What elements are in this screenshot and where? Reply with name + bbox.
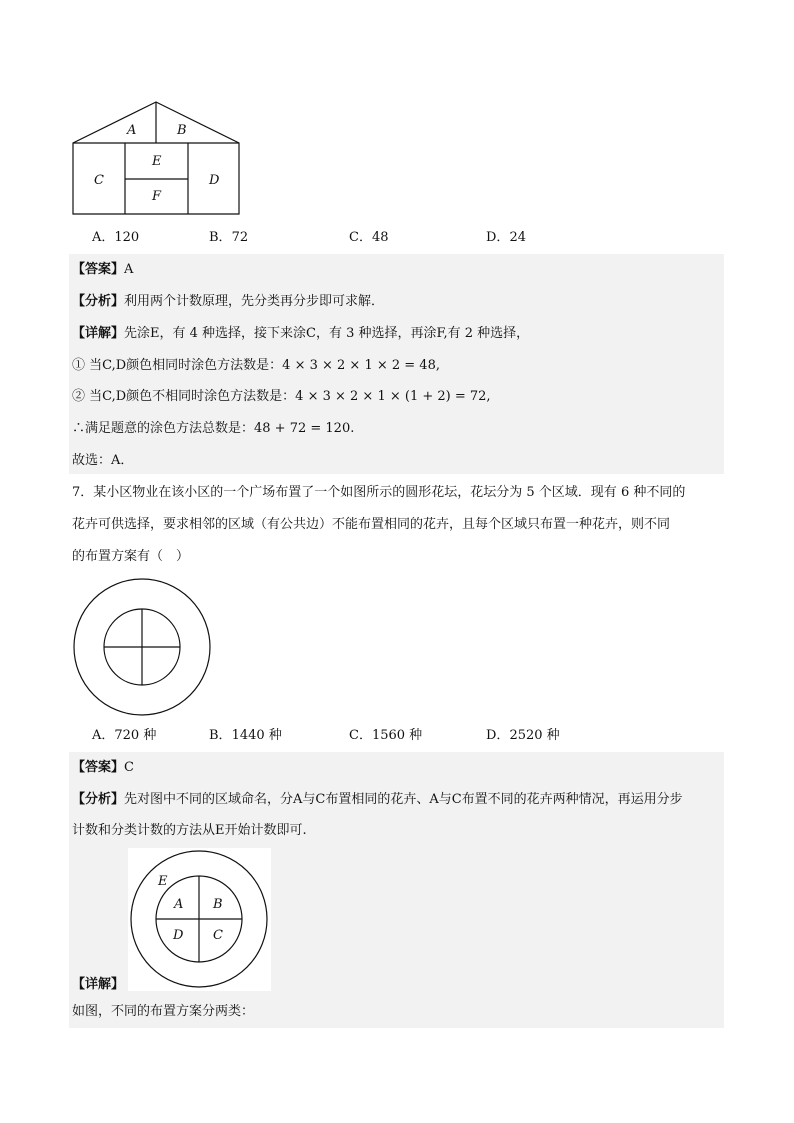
answer-value: C xyxy=(124,760,134,775)
option-key: A． xyxy=(92,230,115,245)
region-label-f: F xyxy=(152,189,162,204)
region-label-c: C xyxy=(213,928,223,943)
option-value: 2520 种 xyxy=(509,728,560,743)
region-label-d: D xyxy=(173,928,184,943)
analysis-tag: 【分析】 xyxy=(72,294,125,309)
region-label-d: D xyxy=(209,173,220,188)
q7-flowerbed-figure xyxy=(71,576,213,718)
q6-option-b xyxy=(209,228,248,248)
region-label-a: A xyxy=(127,123,137,138)
q7-option-c xyxy=(349,726,422,746)
q6-option-c xyxy=(349,228,389,248)
q6-answer xyxy=(72,260,133,280)
q7-stem-line-2: 花卉可供选择，要求相邻的区域（有公共边）不能布置相同的花卉，且每个区域只布置一种花卉，则不同 xyxy=(72,517,671,532)
q6-case-2: ② 当C,D颜色不相同时涂色方法数是：4 × 3 × 2 × 1 × (1 + 2) = 72, xyxy=(72,389,491,404)
option-key: D． xyxy=(486,728,510,743)
q7-option-a xyxy=(92,726,156,746)
option-value: 48 xyxy=(371,230,389,245)
option-value: 24 xyxy=(509,230,526,245)
option-value: 1440 种 xyxy=(231,728,282,743)
q6-analysis xyxy=(72,292,384,312)
region-label-e: E xyxy=(158,874,168,889)
q7-analysis-line-1 xyxy=(72,790,683,810)
option-key: C． xyxy=(349,230,372,245)
detail-tag: 【详解】 xyxy=(72,977,125,992)
option-key: B． xyxy=(209,230,232,245)
answer-value: A xyxy=(124,262,134,277)
detail-text: 先涂E，有 4 种选择，接下来涂C，有 3 种选择，再涂F,有 2 种选择， xyxy=(124,326,530,341)
option-value: 72 xyxy=(231,230,249,245)
q7-option-b xyxy=(209,726,282,746)
detail-tag: 【详解】 xyxy=(72,326,125,341)
analysis-text: 利用两个计数原理，先分类再分步即可求解． xyxy=(124,294,385,309)
region-label-b: B xyxy=(213,897,223,912)
option-key: C． xyxy=(349,728,372,743)
option-value: 1560 种 xyxy=(371,728,423,743)
answer-tag: 【答案】 xyxy=(72,262,125,277)
region-label-e: E xyxy=(152,154,162,169)
q6-house-figure xyxy=(70,98,245,218)
analysis-text: 先对图中不同的区域命名，分A与C布置相同的花卉、A与C布置不同的花卉两种情况，再运用分步 xyxy=(124,792,683,807)
region-label-b: B xyxy=(177,123,187,138)
q7-stem-line-3: 的布置方案有（ ） xyxy=(72,549,190,564)
q7-option-d xyxy=(486,726,560,746)
option-value: 720 种 xyxy=(114,728,157,743)
answer-tag: 【答案】 xyxy=(72,760,125,775)
q7-detail-line-1: 如图，不同的布置方案分两类： xyxy=(72,1004,255,1019)
region-label-c: C xyxy=(94,173,104,188)
option-key: B． xyxy=(209,728,232,743)
q6-case-1: ① 当C,D颜色相同时涂色方法数是：4 × 3 × 2 × 1 × 2 = 48, xyxy=(72,358,440,373)
q7-answer xyxy=(72,758,134,778)
q7-stem-line-1: 7．某小区物业在该小区的一个广场布置了一个如图所示的圆形花坛，花坛分为 5 个区域．现有 6 种不同的 xyxy=(72,485,686,500)
option-value: 120 xyxy=(114,230,140,245)
q6-option-a xyxy=(92,228,139,248)
q7-detail-tag xyxy=(72,975,124,995)
analysis-tag: 【分析】 xyxy=(72,792,125,807)
q6-total: ∴满足题意的涂色方法总数是：48 + 72 = 120. xyxy=(72,421,355,436)
q6-option-d xyxy=(486,228,526,248)
option-key: D． xyxy=(486,230,510,245)
q6-detail xyxy=(72,324,529,344)
region-label-a: A xyxy=(174,897,184,912)
q7-labeled-flowerbed-figure xyxy=(128,848,271,991)
option-key: A． xyxy=(92,728,115,743)
q7-analysis-line-2: 计数和分类计数的方法从E开始计数即可. xyxy=(72,823,307,838)
q6-choose: 故选：A． xyxy=(72,453,134,468)
